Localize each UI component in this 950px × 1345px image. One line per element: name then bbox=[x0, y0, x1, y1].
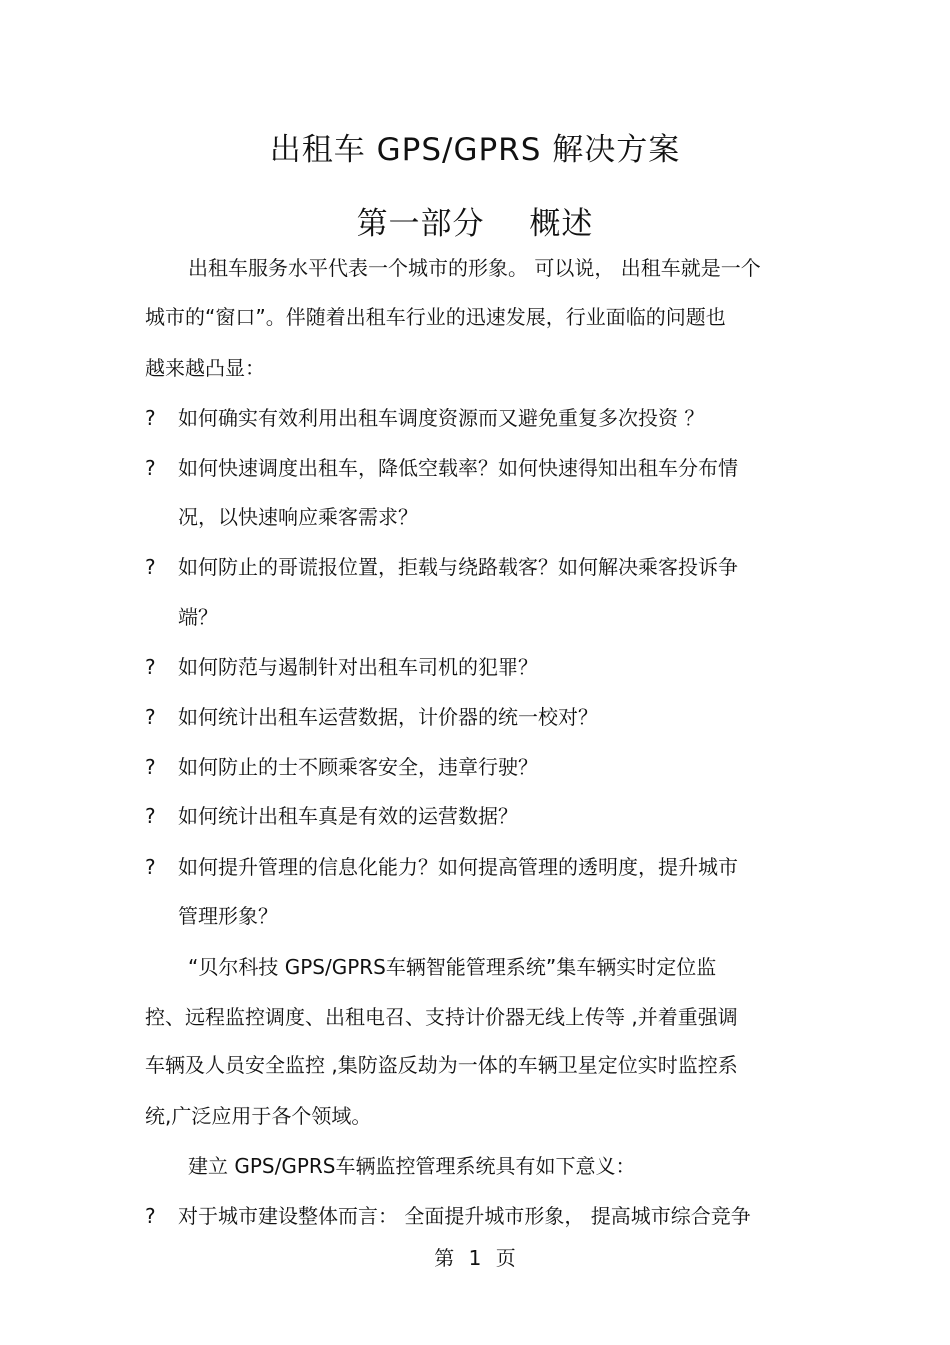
system-line: 车辆及人员安全监控 ,集防盗反劫为一体的车辆卫星定位实时监控系 bbox=[145, 1053, 738, 1077]
section-heading: 第一部分 概述 bbox=[356, 206, 594, 242]
bullet-line: 如何防范与遏制针对出租车司机的犯罪？ bbox=[178, 655, 538, 679]
bullet-line: 如何快速调度出租车，降低空载率？如何快速得知出租车分布情 bbox=[178, 456, 738, 480]
bullet-line: 如何统计出租车真是有效的运营数据？ bbox=[178, 804, 518, 828]
bullet-line: 如何确实有效利用出租车调度资源而又避免重复多次投资 ？ bbox=[178, 406, 705, 430]
significance-bullet: 对于城市建设整体而言： 全面提升城市形象， 提高城市综合竞争 bbox=[178, 1204, 751, 1228]
system-line: “贝尔科技 GPS/GPRS车辆智能管理系统”集车辆实时定位监 bbox=[188, 955, 717, 979]
system-line: 控、远程监控调度、出租电召、支持计价器无线上传等 ,并着重强调 bbox=[145, 1005, 738, 1029]
bullet-line: 况，以快速响应乘客需求？ bbox=[178, 505, 418, 529]
bullet-line: 如何防止的哥谎报位置，拒载与绕路载客？如何解决乘客投诉争 bbox=[178, 555, 738, 579]
bullet-line: 如何统计出租车运营数据，计价器的统一校对？ bbox=[178, 705, 598, 729]
bullet-line: 端？ bbox=[178, 605, 218, 629]
bullet-marker: ? bbox=[145, 755, 156, 779]
bullet-marker: ? bbox=[145, 705, 156, 729]
bullet-line: 如何提升管理的信息化能力？如何提高管理的透明度，提升城市 bbox=[178, 855, 738, 879]
bullet-marker: ? bbox=[145, 655, 156, 679]
significance-line: 建立 GPS/GPRS车辆监控管理系统具有如下意义： bbox=[188, 1154, 636, 1178]
page-number: 第 1 页 bbox=[434, 1246, 516, 1270]
system-line: 统,广泛应用于各个领域。 bbox=[145, 1104, 372, 1128]
intro-line: 出租车服务水平代表一个城市的形象。 可以说， 出租车就是一个 bbox=[188, 256, 761, 280]
intro-line: 城市的“窗口”。伴随着出租车行业的迅速发展，行业面临的问题也 bbox=[145, 305, 726, 329]
bullet-marker: ? bbox=[145, 1204, 156, 1228]
bullet-marker: ? bbox=[145, 555, 156, 579]
bullet-line: 管理形象？ bbox=[178, 904, 278, 928]
bullet-marker: ? bbox=[145, 456, 156, 480]
bullet-marker: ? bbox=[145, 804, 156, 828]
bullet-marker: ? bbox=[145, 855, 156, 879]
bullet-marker: ? bbox=[145, 406, 156, 430]
intro-line: 越来越凸显： bbox=[145, 356, 265, 380]
document-title: 出租车 GPS/GPRS 解决方案 bbox=[269, 132, 681, 168]
bullet-line: 如何防止的士不顾乘客安全，违章行驶？ bbox=[178, 755, 538, 779]
